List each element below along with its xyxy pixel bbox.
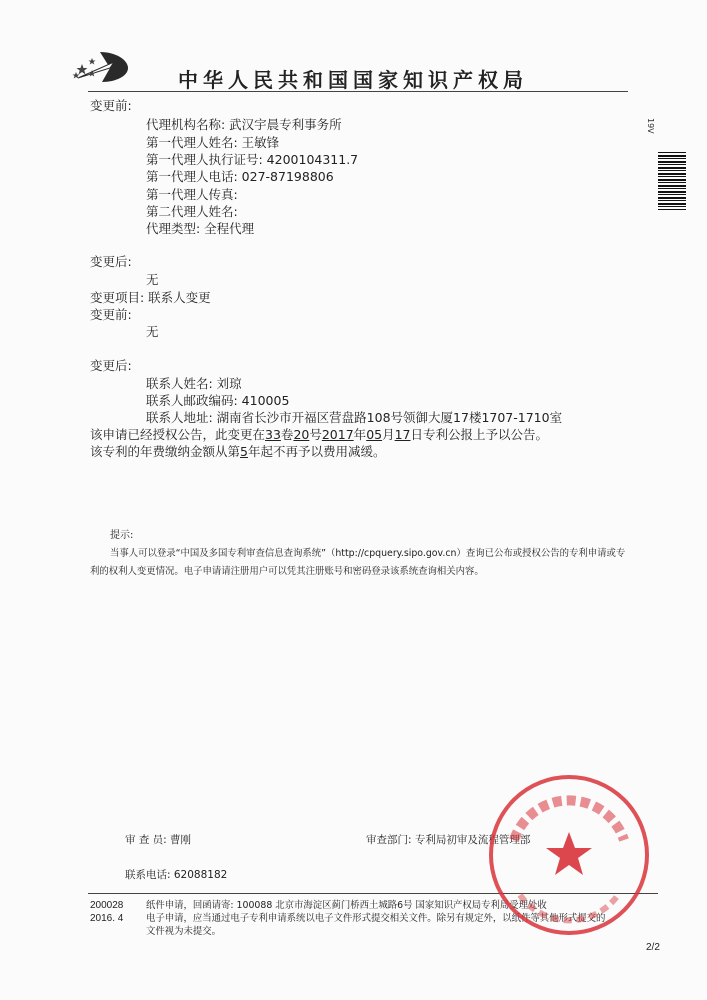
announce-volume: 33 bbox=[265, 427, 281, 442]
page-title: 中华人民共和国国家知识产权局 bbox=[178, 68, 528, 92]
page-number: 2/2 bbox=[646, 942, 660, 953]
announce-issue-unit: 号 bbox=[309, 427, 322, 442]
announce-prefix: 该申请已经授权公告，此变更在 bbox=[90, 427, 266, 442]
tip-line-2: 利的权利人变更情况。电子申请请注册用户可以凭其注册账号和密码登录该系统查询相关内容。 bbox=[90, 566, 484, 577]
form-code: 200028 bbox=[90, 900, 124, 911]
announce-month-unit: 月 bbox=[382, 427, 395, 442]
cnipa-logo bbox=[70, 48, 132, 86]
second-agent-name: 第二代理人姓名: bbox=[146, 204, 238, 219]
announce-month: 05 bbox=[366, 427, 383, 442]
announce-suffix: 日专利公报上予以公告。 bbox=[410, 427, 549, 442]
after-label-2: 变更后: bbox=[90, 358, 132, 373]
seal-star bbox=[546, 832, 592, 875]
mail-instruction: 纸件申请，回函请寄: 100088 北京市海淀区蓟门桥西土城路6号 国家知识产权局专利局受理处收 bbox=[146, 900, 547, 911]
contact-name: 联系人姓名: 刘琼 bbox=[146, 376, 242, 391]
fee-suffix: 年起不再予以费用减缓。 bbox=[247, 444, 386, 459]
agent-type: 代理类型: 全程代理 bbox=[146, 221, 255, 236]
announcement-line bbox=[90, 427, 548, 442]
agent-org-name: 代理机构名称: 武汉宇晨专利事务所 bbox=[146, 117, 342, 132]
first-agent-name: 第一代理人姓名: 王敏锋 bbox=[146, 135, 280, 150]
change-item: 变更项目: 联系人变更 bbox=[90, 290, 211, 305]
fee-line bbox=[90, 444, 385, 459]
tip-label: 提示: bbox=[110, 530, 134, 541]
first-agent-fax: 第一代理人传真: bbox=[146, 187, 238, 202]
fee-prefix: 该专利的年费缴纳金额从第 bbox=[90, 444, 241, 459]
announce-year: 2017 bbox=[321, 427, 354, 442]
contact-phone: 联系电话: 62088182 bbox=[125, 869, 228, 881]
tip-line-1: 当事人可以登录“中国及多国专利审查信息查询系统”（http://cpquery.sipo.gov.cn）查询已公布或授权公告的专利申请或专 bbox=[110, 548, 626, 559]
before-label-2: 变更前: bbox=[90, 307, 132, 322]
fee-year: 5 bbox=[240, 444, 248, 459]
after-value-1: 无 bbox=[146, 272, 159, 287]
barcode-label: 19V bbox=[646, 118, 655, 134]
e-filing-instruction-2: 文件视为未提交。 bbox=[146, 926, 222, 937]
examining-department: 审查部门: 专利局初审及流程管理部 bbox=[366, 834, 531, 846]
announce-year-unit: 年 bbox=[353, 427, 367, 442]
form-date: 2016. 4 bbox=[90, 913, 124, 924]
contact-postcode: 联系人邮政编码: 410005 bbox=[146, 393, 290, 408]
barcode bbox=[658, 152, 686, 210]
first-agent-phone: 第一代理人电话: 027-87198806 bbox=[146, 169, 334, 184]
before-value-2: 无 bbox=[146, 324, 159, 339]
after-label-1: 变更后: bbox=[90, 254, 132, 269]
announce-day: 17 bbox=[394, 427, 411, 442]
e-filing-instruction-1: 电子申请，应当通过电子专利申请系统以电子文件形式提交相关文件。除另有规定外，以纸件等其他形式提交的 bbox=[146, 913, 606, 924]
announce-vol-unit: 卷 bbox=[280, 427, 294, 442]
contact-address: 联系人地址: 湖南省长沙市开福区营盘路108号领御大厦17楼1707-1710室 bbox=[146, 410, 563, 425]
announce-issue: 20 bbox=[293, 427, 310, 442]
before-label-1: 变更前: bbox=[90, 98, 132, 113]
first-agent-license: 第一代理人执行证号: 4200104311.7 bbox=[146, 152, 359, 167]
examiner: 审 查 员: 曹刚 bbox=[125, 834, 192, 846]
official-seal bbox=[484, 770, 654, 940]
header-divider bbox=[88, 91, 628, 92]
